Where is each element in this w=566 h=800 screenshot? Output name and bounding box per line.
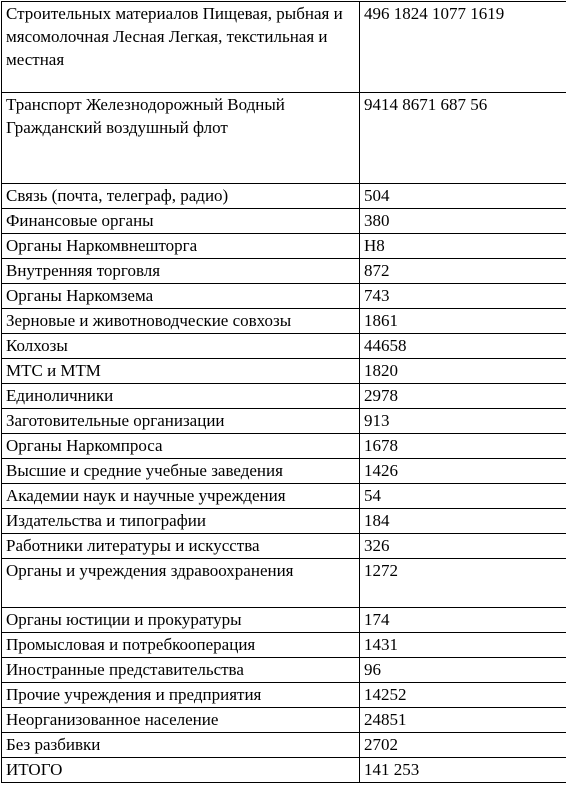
row-value: 1426 bbox=[360, 459, 566, 484]
table-row bbox=[2, 184, 566, 209]
table-row bbox=[2, 334, 566, 359]
row-label: Транспорт Железнодорожный Водный Гражданский воздушный флот bbox=[2, 93, 360, 184]
table-row bbox=[2, 608, 566, 633]
total-label: ИТОГО bbox=[2, 758, 360, 783]
row-label: Заготовительные организации bbox=[2, 409, 360, 434]
row-label: Внутренняя торговля bbox=[2, 259, 360, 284]
row-label: Органы Наркомвнешторга bbox=[2, 234, 360, 259]
table-row bbox=[2, 733, 566, 758]
row-label: Иностранные представительства bbox=[2, 658, 360, 683]
row-value: 1678 bbox=[360, 434, 566, 459]
table-row bbox=[2, 409, 566, 434]
row-value: 184 bbox=[360, 509, 566, 534]
row-label: Колхозы bbox=[2, 334, 360, 359]
row-label: Прочие учреждения и предприятия bbox=[2, 683, 360, 708]
row-label: Органы Наркомпроса bbox=[2, 434, 360, 459]
row-value: 1820 bbox=[360, 359, 566, 384]
row-label: Строительных материалов Пищевая, рыбная и мясомолочная Лесная Легкая, текстильная и местная bbox=[2, 2, 360, 93]
table-row bbox=[2, 459, 566, 484]
row-value: 1861 bbox=[360, 309, 566, 334]
row-value: 174 bbox=[360, 608, 566, 633]
row-value: 24851 bbox=[360, 708, 566, 733]
row-value: 496 1824 1077 1619 bbox=[360, 2, 566, 93]
table-body bbox=[2, 2, 566, 783]
row-value: 326 bbox=[360, 534, 566, 559]
table-row bbox=[2, 509, 566, 534]
row-value: 743 bbox=[360, 284, 566, 309]
row-value: 54 bbox=[360, 484, 566, 509]
row-label: Издательства и типографии bbox=[2, 509, 360, 534]
row-value: 913 bbox=[360, 409, 566, 434]
table-row-total bbox=[2, 758, 566, 783]
table-row bbox=[2, 708, 566, 733]
table-row bbox=[2, 434, 566, 459]
row-label: Единоличники bbox=[2, 384, 360, 409]
table-row bbox=[2, 93, 566, 184]
table-row bbox=[2, 683, 566, 708]
row-value: 14252 bbox=[360, 683, 566, 708]
table-row bbox=[2, 384, 566, 409]
row-label: Промысловая и потребкооперация bbox=[2, 633, 360, 658]
data-table bbox=[1, 1, 566, 783]
row-label: МТС и МТМ bbox=[2, 359, 360, 384]
table-row bbox=[2, 2, 566, 93]
row-value: 1431 bbox=[360, 633, 566, 658]
row-value: 1272 bbox=[360, 559, 566, 608]
row-value: 2978 bbox=[360, 384, 566, 409]
row-value: 504 bbox=[360, 184, 566, 209]
table-row bbox=[2, 309, 566, 334]
row-value: Н8 bbox=[360, 234, 566, 259]
table-row bbox=[2, 259, 566, 284]
row-value: 44658 bbox=[360, 334, 566, 359]
row-label: Высшие и средние учебные заведения bbox=[2, 459, 360, 484]
table-row bbox=[2, 209, 566, 234]
table-row bbox=[2, 633, 566, 658]
row-label: Работники литературы и искусства bbox=[2, 534, 360, 559]
row-value: 380 bbox=[360, 209, 566, 234]
table-row bbox=[2, 359, 566, 384]
table-row bbox=[2, 284, 566, 309]
table-row bbox=[2, 658, 566, 683]
table-row bbox=[2, 484, 566, 509]
table-row bbox=[2, 559, 566, 608]
table-row bbox=[2, 234, 566, 259]
row-label: Органы юстиции и прокуратуры bbox=[2, 608, 360, 633]
row-label: Связь (почта, телеграф, радио) bbox=[2, 184, 360, 209]
row-value: 2702 bbox=[360, 733, 566, 758]
row-label: Академии наук и научные учреждения bbox=[2, 484, 360, 509]
row-label: Зерновые и животноводческие совхозы bbox=[2, 309, 360, 334]
row-value: 9414 8671 687 56 bbox=[360, 93, 566, 184]
row-value: 872 bbox=[360, 259, 566, 284]
row-label: Органы и учреждения здравоохранения bbox=[2, 559, 360, 608]
total-value: 141 253 bbox=[360, 758, 566, 783]
row-label: Органы Наркомзема bbox=[2, 284, 360, 309]
row-label: Без разбивки bbox=[2, 733, 360, 758]
table-row bbox=[2, 534, 566, 559]
row-label: Финансовые органы bbox=[2, 209, 360, 234]
row-label: Неорганизованное население bbox=[2, 708, 360, 733]
row-value: 96 bbox=[360, 658, 566, 683]
